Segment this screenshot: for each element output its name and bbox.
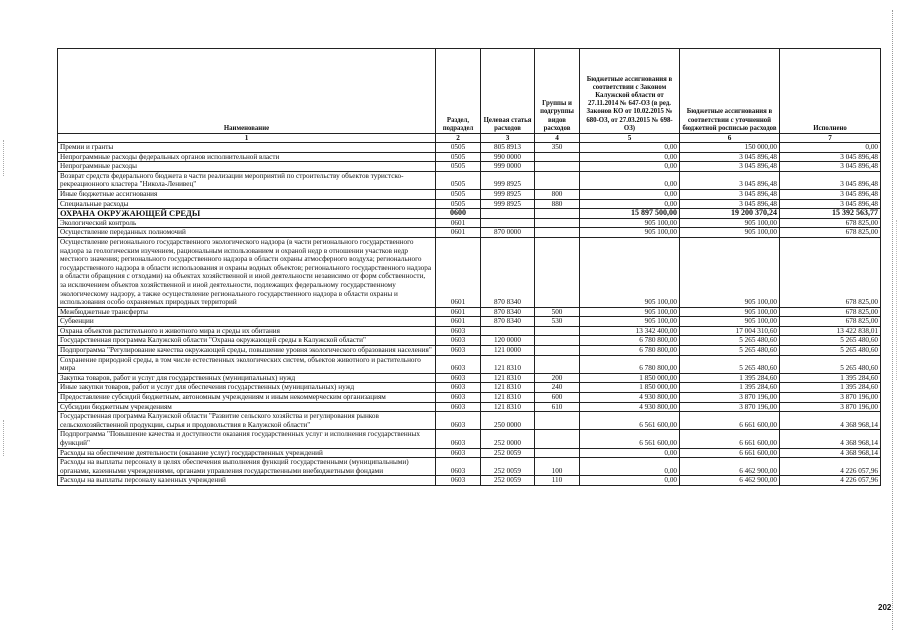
table-row [58,412,881,430]
row-group: 610 [535,402,580,412]
row-planned: 0,00 [580,152,680,162]
row-executed: 15 392 563,77 [780,209,881,219]
table-row [58,402,881,412]
row-section: 0505 [436,143,481,153]
row-group [535,162,580,172]
row-refined: 1 395 284,60 [680,373,780,383]
row-section: 0603 [436,393,481,403]
row-name: Субвенции [58,317,436,327]
row-executed: 3 870 196,00 [780,402,881,412]
row-executed: 5 265 480,60 [780,346,881,356]
row-article: 121 8310 [481,402,535,412]
row-planned: 13 342 400,00 [580,326,680,336]
row-article: 252 0059 [481,458,535,476]
table-row [58,326,881,336]
table-row [58,162,881,172]
row-name: Расходы на обеспечение деятельности (оказание услуг) государственных учреждений [58,448,436,458]
column-number: 5 [580,134,680,143]
row-planned: 905 100,00 [580,237,680,307]
table-row [58,393,881,403]
row-group: 100 [535,458,580,476]
row-executed: 5 265 480,60 [780,336,881,346]
row-refined: 3 045 896,48 [680,189,780,199]
page-number: 202 [878,603,892,612]
table-row [58,430,881,448]
row-name: Расходы на выплаты персоналу казенных учреждений [58,476,436,486]
row-name: Закупка товаров, работ и услуг для государственных (муниципальных) нужд [58,373,436,383]
row-planned: 0,00 [580,199,680,209]
row-group: 500 [535,307,580,317]
row-refined: 3 870 196,00 [680,393,780,403]
row-article [481,218,535,228]
row-executed: 4 368 968,14 [780,448,881,458]
row-planned: 0,00 [580,162,680,172]
header-section: Раздел, подраздел [436,49,481,134]
page-edge-line [892,10,893,630]
row-refined: 905 100,00 [680,317,780,327]
row-group [535,430,580,448]
row-group [535,209,580,219]
row-refined: 6 661 600,00 [680,412,780,430]
row-refined: 905 100,00 [680,218,780,228]
row-article: 252 0059 [481,448,535,458]
column-number: 6 [680,134,780,143]
table-row [58,336,881,346]
row-section: 0603 [436,326,481,336]
row-section: 0603 [436,346,481,356]
scan-margin-mark [3,140,4,176]
row-article: 252 0059 [481,476,535,486]
row-executed: 3 045 896,48 [780,189,881,199]
table-row [58,237,881,307]
row-name: Охрана объектов растительного и животного мира и среды их обитания [58,326,436,336]
row-executed: 0,00 [780,143,881,153]
row-refined: 19 200 370,24 [680,209,780,219]
column-number-row [58,134,881,143]
row-group [535,412,580,430]
row-executed: 4 226 057,96 [780,458,881,476]
row-name: Государственная программа Калужской области "Развитие сельского хозяйства и регулирования рынков сельскохозяйственной продукции, сырья и продовольствия в Калужской области" [58,412,436,430]
table-row [58,346,881,356]
row-section: 0601 [436,237,481,307]
table-row [58,476,881,486]
row-article: 870 8340 [481,237,535,307]
row-refined: 5 265 480,60 [680,355,780,373]
table-row [58,373,881,383]
row-planned: 0,00 [580,476,680,486]
row-refined: 3 045 896,48 [680,199,780,209]
row-article [481,326,535,336]
table-row [58,458,881,476]
row-group [535,218,580,228]
row-executed: 4 226 057,96 [780,476,881,486]
row-group [535,237,580,307]
row-section: 0603 [436,373,481,383]
header-row [58,49,881,134]
row-name: Специальные расходы [58,199,436,209]
row-name: Подпрограмма "Регулирование качества окружающей среды, повышение уровня экологического образования населения" [58,346,436,356]
row-article: 870 8340 [481,317,535,327]
row-article: 250 0000 [481,412,535,430]
row-planned: 6 561 600,00 [580,412,680,430]
row-name: Осуществление регионального государственного экологического надзора (в части регионального государственного надзора за геологическим изучением, рациональным использованием и охраной недр в отношении участков недр местного значения; регионального государственного надзора в области охраны атмосферного воздуха; регионального государственного надзора в области использования и охраны водных объектов; регионального государственного надзора в области обращения с отходами) на объектах хозяйственной и иной деятельности независимо от форм собственности, за исключением объектов хозяйственной и иной деятельности, подлежащих федеральному государственному экологическому надзору, а также осуществление регионального государственного надзора в области охраны и использования особо охраняемых природных территорий [58,237,436,307]
row-planned: 15 897 500,00 [580,209,680,219]
row-planned: 905 100,00 [580,317,680,327]
row-refined: 905 100,00 [680,237,780,307]
row-group [535,326,580,336]
row-group: 200 [535,373,580,383]
row-article: 870 0000 [481,228,535,238]
row-group [535,171,580,189]
row-executed: 3 870 196,00 [780,393,881,403]
row-executed: 678 825,00 [780,307,881,317]
row-refined: 3 870 196,00 [680,402,780,412]
row-section: 0603 [436,402,481,412]
row-section: 0603 [436,412,481,430]
row-refined: 5 265 480,60 [680,336,780,346]
row-planned: 6 780 800,00 [580,336,680,346]
row-name: Сохранение природной среды, в том числе естественных экологических систем, объектов животного и растительного мира [58,355,436,373]
row-executed: 3 045 896,48 [780,171,881,189]
row-name: Иные бюджетные ассигнования [58,189,436,199]
row-planned: 6 561 600,00 [580,430,680,448]
row-group: 240 [535,383,580,393]
row-section: 0505 [436,171,481,189]
row-refined: 905 100,00 [680,307,780,317]
row-group: 110 [535,476,580,486]
row-section: 0603 [436,355,481,373]
row-refined: 3 045 896,48 [680,171,780,189]
row-article: 121 8310 [481,383,535,393]
column-number: 2 [436,134,481,143]
row-section: 0505 [436,162,481,172]
row-planned: 0,00 [580,171,680,189]
row-planned: 905 100,00 [580,307,680,317]
row-section: 0603 [436,383,481,393]
table-row [58,307,881,317]
row-executed: 1 395 284,60 [780,373,881,383]
row-article: 121 8310 [481,355,535,373]
row-executed: 678 825,00 [780,317,881,327]
row-refined: 150 000,00 [680,143,780,153]
row-section: 0603 [436,476,481,486]
row-planned: 0,00 [580,458,680,476]
row-article: 121 8310 [481,373,535,383]
header-group: Группы и подгруппы видов расходов [535,49,580,134]
row-name: Непрограммные расходы [58,162,436,172]
row-article: 999 0000 [481,162,535,172]
table-row [58,199,881,209]
row-section: 0505 [436,189,481,199]
table-row [58,317,881,327]
header-article: Целевая статья расходов [481,49,535,134]
row-group: 880 [535,199,580,209]
row-article: 999 8925 [481,199,535,209]
row-group [535,346,580,356]
row-group: 800 [535,189,580,199]
column-number: 4 [535,134,580,143]
row-planned: 0,00 [580,143,680,153]
row-planned: 6 780 800,00 [580,346,680,356]
row-group: 600 [535,393,580,403]
row-article: 120 0000 [481,336,535,346]
row-planned: 4 930 800,00 [580,393,680,403]
page-edge-line [896,220,897,380]
row-name: Премии и гранты [58,143,436,153]
row-refined: 905 100,00 [680,228,780,238]
row-executed: 1 395 284,60 [780,383,881,393]
row-section: 0601 [436,218,481,228]
row-refined: 6 462 900,00 [680,476,780,486]
row-planned: 4 930 800,00 [580,402,680,412]
row-article: 990 0000 [481,152,535,162]
row-executed: 4 368 968,14 [780,430,881,448]
row-executed: 678 825,00 [780,218,881,228]
table-row [58,448,881,458]
row-refined: 1 395 284,60 [680,383,780,393]
column-number: 1 [58,134,436,143]
row-executed: 5 265 480,60 [780,355,881,373]
row-planned: 905 100,00 [580,228,680,238]
row-article: 121 8310 [481,393,535,403]
row-name: Осуществление переданных полномочий [58,228,436,238]
row-section: 0505 [436,199,481,209]
row-executed: 3 045 896,48 [780,199,881,209]
row-name: Непрограммные расходы федеральных органов исполнительной власти [58,152,436,162]
row-article: 252 0000 [481,430,535,448]
row-refined: 5 265 480,60 [680,346,780,356]
row-executed: 4 368 968,14 [780,412,881,430]
row-name: Предоставление субсидий бюджетным, автономным учреждениям и иным некоммерческим организациям [58,393,436,403]
row-planned: 1 850 000,00 [580,383,680,393]
row-section: 0603 [436,448,481,458]
header-executed: Исполнено [780,49,881,134]
header-refined: Бюджетные ассигнования в соответствии с уточненной бюджетной росписью расходов [680,49,780,134]
row-section: 0601 [436,228,481,238]
row-group: 530 [535,317,580,327]
table-row [58,143,881,153]
row-name: Расходы на выплаты персоналу в целях обеспечения выполнения функций государственными (муниципальными) органами, казенными учреждениями, органами управления государственными внебюджетными фондами [58,458,436,476]
row-section: 0601 [436,317,481,327]
row-section: 0603 [436,336,481,346]
row-name: Межбюджетные трансферты [58,307,436,317]
row-section: 0505 [436,152,481,162]
row-article [481,209,535,219]
row-executed: 678 825,00 [780,237,881,307]
row-planned: 0,00 [580,448,680,458]
row-name: Государственная программа Калужской области "Охрана окружающей среды в Калужской области" [58,336,436,346]
row-group [535,448,580,458]
row-planned: 905 100,00 [580,218,680,228]
row-name: Иные закупки товаров, работ и услуг для обеспечения государственных (муниципальных) нужд [58,383,436,393]
scan-margin-mark [3,420,4,456]
column-number: 3 [481,134,535,143]
row-executed: 678 825,00 [780,228,881,238]
table-row [58,228,881,238]
table-row [58,152,881,162]
table-row [58,171,881,189]
row-name: Экологический контроль [58,218,436,228]
row-executed: 3 045 896,48 [780,162,881,172]
row-planned: 1 850 000,00 [580,373,680,383]
row-name: Подпрограмма "Повышение качества и доступности оказания государственных услуг и исполнения государственных функций" [58,430,436,448]
row-group [535,152,580,162]
row-executed: 13 422 838,01 [780,326,881,336]
table-row [58,218,881,228]
row-group: 350 [535,143,580,153]
header-name: Наименование [58,49,436,134]
row-executed: 3 045 896,48 [780,152,881,162]
table-row [58,189,881,199]
row-refined: 3 045 896,48 [680,152,780,162]
row-section: 0601 [436,307,481,317]
row-refined: 3 045 896,48 [680,162,780,172]
row-planned: 0,00 [580,189,680,199]
row-section: 0603 [436,430,481,448]
row-name: Субсидии бюджетным учреждениям [58,402,436,412]
row-refined: 6 661 600,00 [680,448,780,458]
row-section: 0603 [436,458,481,476]
column-number: 7 [780,134,881,143]
header-planned: Бюджетные ассигнования в соответствии с Законом Калужской области от 27.11.2014 № 647-ОЗ (в ред. Законов КО от 10.02.2015 № 680-ОЗ, от 27.03.2015 № 698-ОЗ) [580,49,680,134]
row-article: 121 0000 [481,346,535,356]
row-refined: 17 004 310,60 [680,326,780,336]
row-refined: 6 462 900,00 [680,458,780,476]
row-group [535,336,580,346]
table-row [58,209,881,219]
row-name: ОХРАНА ОКРУЖАЮЩЕЙ СРЕДЫ [58,209,436,219]
row-article: 999 8925 [481,189,535,199]
table-row [58,355,881,373]
row-article: 805 8913 [481,143,535,153]
row-planned: 6 780 800,00 [580,355,680,373]
row-name: Возврат средств федерального бюджета в части реализации мероприятий по строительству объектов туристско-рекреационного кластера "Никола-Ленивец" [58,171,436,189]
table-body [58,143,881,486]
table-row [58,383,881,393]
row-group [535,228,580,238]
row-group [535,355,580,373]
budget-execution-table [57,48,881,486]
row-article: 870 8340 [481,307,535,317]
row-section: 0600 [436,209,481,219]
row-article: 999 8925 [481,171,535,189]
row-refined: 6 661 600,00 [680,430,780,448]
